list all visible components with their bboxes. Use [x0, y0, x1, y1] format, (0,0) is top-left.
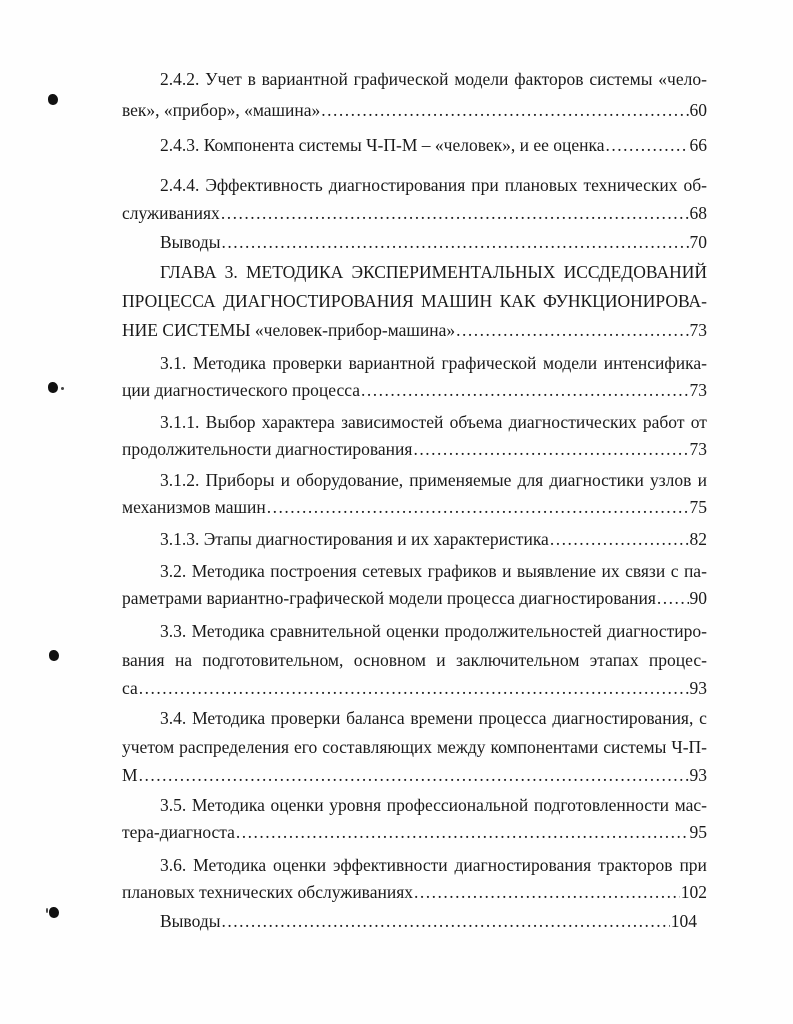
toc-chapter-3-line3: НИЕ СИСТЕМЫ «человек-прибор-машина» ..... 73: [122, 316, 707, 344]
toc-entry-3-2-line1: 3.2. Методика построения сетевых графиков и выявление их связи с па-: [160, 561, 707, 581]
toc-entry-3-4-line1: 3.4. Методика проверки баланса времени процесса диагностирования, с: [160, 708, 707, 728]
dot-leader: [657, 584, 689, 612]
toc-entry-3-5-line1: 3.5. Методика оценки уровня профессиональной подготовленности мас-: [160, 795, 707, 815]
page-number: 82: [689, 529, 707, 549]
page-number: 66: [689, 135, 707, 155]
page-number: 68: [689, 203, 707, 223]
toc-entry-3-2-line2: раметрами вариантно-графической модели процесса диагностирования ..... 90: [122, 584, 707, 612]
dot-leader: [236, 818, 689, 846]
toc-chapter-3-line2: ПРОЦЕССА ДИАГНОСТИРОВАНИЯ МАШИН КАК ФУНКЦИОНИРОВА-: [122, 291, 707, 311]
toc-entry-3-3-line2: вания на подготовительном, основном и заключительном этапах процес-: [122, 650, 707, 670]
dot-leader: [606, 131, 689, 159]
page-number: 60: [689, 100, 707, 120]
dot-leader: [139, 761, 689, 789]
toc-entry-2-4-4-line1: 2.4.4. Эффективность диагностирования при плановых технических об-: [160, 175, 707, 195]
toc-entry-2-4-2-line1: 2.4.2. Учет в вариантной графической модели факторов системы «чело-: [160, 69, 707, 89]
binder-hole-mark: [49, 650, 59, 661]
dot-leader: [267, 493, 689, 521]
binder-hole-mark: [48, 382, 58, 393]
dot-leader: [221, 228, 688, 256]
toc-entry-3-1-3: 3.1.3. Этапы диагностирования и их характеристика ..... 82: [160, 525, 707, 553]
dot-leader: [456, 316, 688, 344]
scan-speck: [46, 908, 48, 913]
toc-entry-3-5-line2: тера-диагноста ..... 95: [122, 818, 707, 846]
scan-speck: [61, 387, 64, 390]
toc-entry-3-3-line1: 3.3. Методика сравнительной оценки продолжительностей диагностиро-: [160, 621, 707, 641]
toc-chapter-3-line1: ГЛАВА 3. МЕТОДИКА ЭКСПЕРИМЕНТАЛЬНЫХ ИССДЕДОВАНИЙ: [160, 262, 707, 282]
dot-leader: [221, 907, 669, 935]
page-number: 75: [689, 497, 707, 517]
page-number: 102: [680, 882, 707, 902]
page-number: 104: [670, 911, 697, 931]
page-number: 70: [689, 232, 707, 252]
binder-hole-mark: [49, 907, 59, 918]
toc-entry-3-6-line2: плановых технических обслуживаниях ..... 102: [122, 878, 707, 906]
dot-leader: [321, 96, 688, 124]
dot-leader: [413, 435, 688, 463]
toc-entry-3-3-line3: са ..... 93: [122, 674, 707, 702]
page-number: 90: [689, 588, 707, 608]
dot-leader: [139, 674, 689, 702]
toc-entry-conclusions-ch2: Выводы ..... 70: [160, 228, 707, 256]
binder-hole-mark: [48, 94, 58, 105]
page-number: 73: [689, 320, 707, 340]
dot-leader: [361, 376, 689, 404]
toc-entry-3-1-2-line1: 3.1.2. Приборы и оборудование, применяемые для диагностики узлов и: [160, 470, 707, 490]
toc-entry-3-6-line1: 3.6. Методика оценки эффективности диагностирования тракторов при: [160, 855, 707, 875]
toc-entry-3-1-1-line1: 3.1.1. Выбор характера зависимостей объема диагностических работ от: [160, 412, 707, 432]
page-number: 93: [689, 765, 707, 785]
toc-entry-2-4-4-line2: служиваниях ..... 68: [122, 199, 707, 227]
dot-leader: [550, 525, 689, 553]
toc-entry-2-4-2-line2: век», «прибор», «машина» ..... 60: [122, 96, 707, 124]
toc-entry-3-1-line2: ции диагностического процесса ..... 73: [122, 376, 707, 404]
page-number: 73: [689, 439, 707, 459]
toc-entry-3-4-line3: М ..... 93: [122, 761, 707, 789]
page-number: 93: [689, 678, 707, 698]
toc-entry-3-1-2-line2: механизмов машин ..... 75: [122, 493, 707, 521]
page-number: 73: [689, 380, 707, 400]
page-number: 95: [689, 822, 707, 842]
dot-leader: [221, 199, 689, 227]
toc-entry-conclusions-ch3: Выводы ..... 104: [160, 907, 697, 935]
toc-entry-3-4-line2: учетом распределения его составляющих между компонентами системы Ч-П-: [122, 737, 707, 757]
toc-entry-2-4-3: 2.4.3. Компонента системы Ч-П-М – «человек», и ее оценка ..... 66: [160, 131, 707, 159]
toc-entry-3-1-1-line2: продолжительности диагностирования ..... 73: [122, 435, 707, 463]
toc-entry-3-1-line1: 3.1. Методика проверки вариантной графической модели интенсифика-: [160, 353, 707, 373]
dot-leader: [414, 878, 680, 906]
